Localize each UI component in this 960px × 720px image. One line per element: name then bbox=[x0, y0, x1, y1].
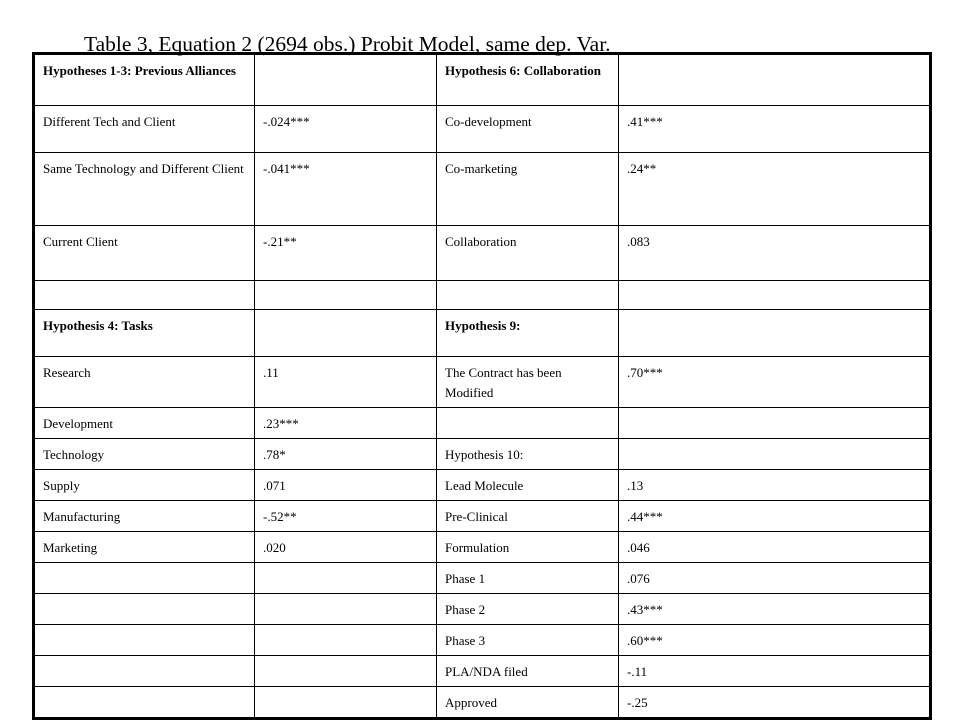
variable-label: Co-development bbox=[437, 106, 619, 153]
variable-label: Phase 2 bbox=[437, 594, 619, 625]
coefficient-value: .076 bbox=[619, 563, 931, 594]
table-row bbox=[34, 687, 931, 719]
section-header-previous-alliances: Hypotheses 1-3: Previous Alliances bbox=[34, 54, 255, 106]
variable-label: Lead Molecule bbox=[437, 470, 619, 501]
table-cell bbox=[437, 281, 619, 310]
variable-label: Same Technology and Different Client bbox=[34, 153, 255, 226]
coefficient-value bbox=[619, 439, 931, 470]
table-row bbox=[34, 310, 931, 357]
coefficient-value: .046 bbox=[619, 532, 931, 563]
section-header-collaboration: Hypothesis 6: Collaboration bbox=[437, 54, 619, 106]
table-title: Table 3, Equation 2 (2694 obs.) Probit Model, same dep. Var. bbox=[84, 32, 611, 56]
coefficient-value: .60*** bbox=[619, 625, 931, 656]
variable-label: Phase 3 bbox=[437, 625, 619, 656]
table-row bbox=[34, 532, 931, 563]
table-cell bbox=[34, 594, 255, 625]
table-row bbox=[34, 439, 931, 470]
table-cell bbox=[34, 687, 255, 719]
coefficient-value: .071 bbox=[255, 470, 437, 501]
coefficient-value: .020 bbox=[255, 532, 437, 563]
table-row bbox=[34, 226, 931, 281]
table-row bbox=[34, 408, 931, 439]
table-cell bbox=[34, 281, 255, 310]
table-cell bbox=[619, 310, 931, 357]
section-header-hypothesis-9: Hypothesis 9: bbox=[437, 310, 619, 357]
variable-label: PLA/NDA filed bbox=[437, 656, 619, 687]
table-cell bbox=[619, 281, 931, 310]
table-cell bbox=[255, 687, 437, 719]
table-cell bbox=[619, 54, 931, 106]
coefficient-value: -.52** bbox=[255, 501, 437, 532]
table-cell bbox=[34, 656, 255, 687]
coefficient-value: .11 bbox=[255, 357, 437, 408]
coefficient-value: .78* bbox=[255, 439, 437, 470]
table-row bbox=[34, 281, 931, 310]
results-table bbox=[32, 52, 932, 720]
table-row bbox=[34, 357, 931, 408]
table-row bbox=[34, 470, 931, 501]
coefficient-value: .083 bbox=[619, 226, 931, 281]
table-cell bbox=[255, 310, 437, 357]
variable-label: Manufacturing bbox=[34, 501, 255, 532]
table-cell bbox=[34, 625, 255, 656]
coefficient-value: .43*** bbox=[619, 594, 931, 625]
variable-label: Co-marketing bbox=[437, 153, 619, 226]
table-row bbox=[34, 153, 931, 226]
table-row bbox=[34, 54, 931, 106]
table-cell bbox=[255, 625, 437, 656]
coefficient-value bbox=[619, 408, 931, 439]
coefficient-value: -.25 bbox=[619, 687, 931, 719]
table-row bbox=[34, 594, 931, 625]
variable-label: The Contract has been Modified bbox=[437, 357, 619, 408]
table-row bbox=[34, 501, 931, 532]
table-row bbox=[34, 656, 931, 687]
variable-label: Development bbox=[34, 408, 255, 439]
coefficient-value: -.024*** bbox=[255, 106, 437, 153]
table-cell bbox=[255, 594, 437, 625]
table-cell bbox=[255, 656, 437, 687]
variable-label: Collaboration bbox=[437, 226, 619, 281]
variable-label: Supply bbox=[34, 470, 255, 501]
table-cell bbox=[34, 563, 255, 594]
variable-label bbox=[437, 408, 619, 439]
variable-label: Approved bbox=[437, 687, 619, 719]
coefficient-value: .70*** bbox=[619, 357, 931, 408]
variable-label: Marketing bbox=[34, 532, 255, 563]
coefficient-value: -.21** bbox=[255, 226, 437, 281]
section-header-tasks: Hypothesis 4: Tasks bbox=[34, 310, 255, 357]
variable-label: Technology bbox=[34, 439, 255, 470]
coefficient-value: -.11 bbox=[619, 656, 931, 687]
variable-label: Different Tech and Client bbox=[34, 106, 255, 153]
section-header-hypothesis-10: Hypothesis 10: bbox=[437, 439, 619, 470]
coefficient-value: -.041*** bbox=[255, 153, 437, 226]
variable-label: Phase 1 bbox=[437, 563, 619, 594]
table-cell bbox=[255, 563, 437, 594]
table-cell bbox=[255, 54, 437, 106]
variable-label: Pre-Clinical bbox=[437, 501, 619, 532]
table-row bbox=[34, 106, 931, 153]
coefficient-value: .41*** bbox=[619, 106, 931, 153]
coefficient-value: .23*** bbox=[255, 408, 437, 439]
coefficient-value: .13 bbox=[619, 470, 931, 501]
variable-label: Current Client bbox=[34, 226, 255, 281]
table-cell bbox=[255, 281, 437, 310]
variable-label: Research bbox=[34, 357, 255, 408]
coefficient-value: .44*** bbox=[619, 501, 931, 532]
coefficient-value: .24** bbox=[619, 153, 931, 226]
table-row bbox=[34, 563, 931, 594]
table-row bbox=[34, 625, 931, 656]
variable-label: Formulation bbox=[437, 532, 619, 563]
